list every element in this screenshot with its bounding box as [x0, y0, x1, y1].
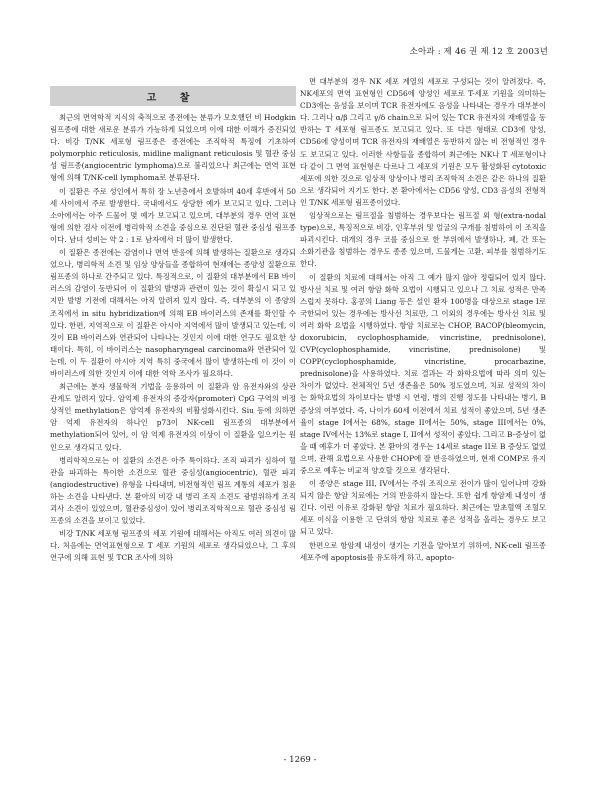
section-heading-bar [50, 86, 296, 106]
right-column-paragraph: 한편으로 항암제 내성이 생기는 기전을 알아보기 위하여, NK-cell 림프종 세포주에 apoptosis를 유도하게 하고, apopto- [300, 540, 546, 562]
right-column-paragraph: 이 질환의 치료에 대해서는 아직 그 예가 많지 않아 정립되어 있지 않다. 방사선 치료 및 여러 항암 화학 요법이 시행되고 있으나 그 치료 성적은 만족스럽지 못하다. 홍콩의 Liang 등은 설인 환자 100명을 대상으로 stage I로 국한되어 있는 경우에는 방사선 치료만, 그 이외의 경우에는 방사선 치료 및 여러 화학 요법을 시행하였다. 항암 치료로는 CHOP, BACOP(bleomycin, doxorubicin, cyclophosphamide, vincristine, prednisolone), CVP(cyclophosphamide, vincristine, prednisolone) 및 COPP(cyclophosphamide, vincristine, procarbazine, prednisolone)을 사용하였다. 치료 결과는 각 화학요법에 따라 의미 있는 차이가 없었다. 전체적인 5년 생존율은 50% 정도였으며, 치료 성적의 차이는 화학요법의 차이보다는 발병 시 연령, 병의 진행 정도를 나타내는 병기, B 증상의 여부였다. 즉, 나이가 60세 이전에서 치료 성적이 좋았으며, 5년 생존율이 stage I에서는 68%, stage II에서는 50%, stage III에서는 0%, stage IV에서는 13%로 stage I, II에서 성적이 좋았다. 그리고 B-증상이 없을 때 예후가 더 좋았다. 본 환아의 경우는 14세로 stage II로 B 증상도 없었으며, 관해 요법으로 사용한 CHOP에 잘 반응하였으며, 현재 COMP로 유지 중으로 예후는 비교적 양호할 것으로 생각된다. [300, 272, 546, 475]
right-column-paragraph: 임상적으로는 림프절을 침범하는 경우보다는 림프절 외 형(extra-nodal type)으로, 특징적으로 비강, 인후부위 및 얼굴의 구개를 침범하여 이 조직을 파괴시킨다. 대개의 경우 코를 중심으로 한 부위에서 발생하나, 폐, 간 또는 소화기관을 침범하는 경우도 종종 있으며, 드물게는 고환, 피부를 침범하기도 한다. [300, 211, 546, 269]
left-column-paragraph: 병리학적으로는 이 질환의 소견은 아주 특이하다. 조직 파괴가 심하여 혈관을 파괴하는 특이한 소견으로 혈관 중심성(angiocentric), 혈관 파괴(angiodestructive) 유형을 나타내며, 비전형적인 림프 계통의 세포가 침윤하는 소견을 나타낸다. 본 환아의 비강 내 병리 조직 소견도 광범위하게 조직 괴사 소견이 있었으며, 혈관중심성이 있어 병리조직학적으로 혈관 중심성 림프종의 소견을 보이고 있었다. [50, 455, 296, 526]
left-column-paragraph: 최근의 면역학적 지식의 축적으로 종전에는 분류가 모호했던 비 Hodgkin 림프종에 대한 새로운 분류가 가능하게 되었으며 이에 대한 이해가 증진되었다. 비강 T/NK 세포형 림프종은 종전에는 조직학적 특징에 기초하여 polymorphic reticulosis, midline malignant reticulosis 및 혈관 중심성 림프종(angiocentric lymphoma)으로 불리었으나 최근에는 면역 표현형에 의해 T/NK-cell lymphoma로 분류된다. [50, 113, 296, 183]
left-column [50, 76, 296, 565]
journal-header: 소아과 : 제 46 권 제 12 호 2003년 [409, 47, 548, 57]
right-column-paragraph: 이 종양은 stage III, IV에서는 주위 조직으로 전이가 많이 일어나며 강화되지 않은 항암 치료에는 거의 반응하지 않는다. 또한 쉽게 항암제 내성이 생긴다. 이런 이유로 강화된 항암 치료가 필요하다. 최근에는 말초혈액 조혈모 세포 이식을 이용한 고 단위의 항암 치료로 좋은 성적을 올리는 경우도 보고되고 있다. [300, 479, 546, 537]
page-number: - 1269 - [283, 755, 317, 765]
right-column-paragraph: 면 대부분의 경우 NK 세포 계열의 세포로 구성되는 것이 알려졌다. 즉, NK세포의 면역 표현형인 CD56에 양성인 세포로 T-세포 기원을 의미하는 CD3에는 음성을 보이며 TCR 유전자에도 음성을 나타내는 경우가 대부분이다. 그러나 α/β 그리고 γ/δ chain으로 되어 있는 TCR 유전자의 재배열을 동반하는 T 세포형 림프종도 보고되고 있다. 또 다른 형태로 CD3에 양성, CD56에 양성이며 TCR 유전자의 재배열은 동반하지 않는 비 전형적인 경우도 보고되고 있다. 이러한 사항들을 종합하여 최근에는 NK나 T 세포형이나 다 같이 그 면역 표현형은 다르나 그 세포의 기원은 모두 활성화된 cytotoxic 세포에 의한 것으로 임상적 양상이나 병리 조직학적 소견은 같은 하나의 질환으로 생각되어 지기도 한다. 본 환아에서는 CD56 양성, CD3 음성의 전형적인 T/NK 세포형 림프종이었다. [300, 77, 546, 207]
left-column-paragraph: 최근에는 분자 생물학적 기법을 응용하여 이 질환과 암 유전자와의 상관 관계도 알려져 있다. 암억제 유전자의 증강자(promoter) CpG 구역의 비정상적인 methylation은 암억제 유전자의 비활성화시킨다. Siu 등에 의하면 암 억제 유전자의 하나인 p73이 NK-cell 림프종의 대부분에서 methylation되어 있어, 이 암 억제 유전자의 이상이 이 질환을 일으키는 원인으로 생각되고 있다. [50, 382, 296, 452]
right-column [300, 76, 546, 565]
left-column-paragraph: 이 질환은 종전에는 감염이나 면역 반응에 의해 발생하는 질환으로 생각되었으나, 병리학적 소견 및 임상 양상들을 종합하여 현재에는 종양성 질환으로 림프종의 하나로 간주되고 있다. 특징적으로, 이 질환의 대부분에서 EB 바이러스의 감염이 동반되어 이 질환의 발병과 관련이 있는 것이 확실시 되고 있지만 발병 기전에 대해서는 아직 알려져 있지 않다. 즉, 대부분의 이 종양의 조직에서 in situ hybridization에 의해 EB 바이러스의 존재를 확인할 수 있다. 한편, 지역적으로 이 질환은 아시아 지역에서 많이 발생되고 있는데, 이 것이 EB 바이러스와 연관되어 나타나는 것인지 이에 대한 연구도 필요한 상태이다. 특히, 이 바이러스는 nasopharyngeal carcinoma와 연관되어 있는데, 이 두 질환이 아시아 지역 특히 중국에서 많이 발생하는데 이 것이 이 바이러스에 의한 것인지 이에 대한 역학 조사가 필요하다. [50, 248, 296, 378]
section-title: 고 찰 [146, 92, 200, 104]
left-column-paragraph: 비강 T/NK 세포형 림프종의 세포 기원에 대해서는 아직도 여러 의견이 많다. 처음에는 면역표현형으로 T 세포 기원의 세포로 생각되었으나, 그 후의 연구에 의해 표현 및 TCR 조사에 의하 [50, 529, 296, 563]
left-column-paragraph: 이 질환은 주로 성인에서 특히 장 노년층에서 호발하며 40세 후반에서 50세 사이에서 주로 발생한다. 국내에서도 상당한 예가 보고되고 있다. 그러나 소아에서는 아주 드물어 몇 예가 보고되고 있으며, 대부분의 경우 면역 표현형에 의한 검사 이전에 병리학적 소견을 중심으로 진단된 혈관 중심성 림프종이다. 남녀 성비는 약 2 : 1로 남자에서 더 많이 발생한다. [50, 186, 296, 244]
